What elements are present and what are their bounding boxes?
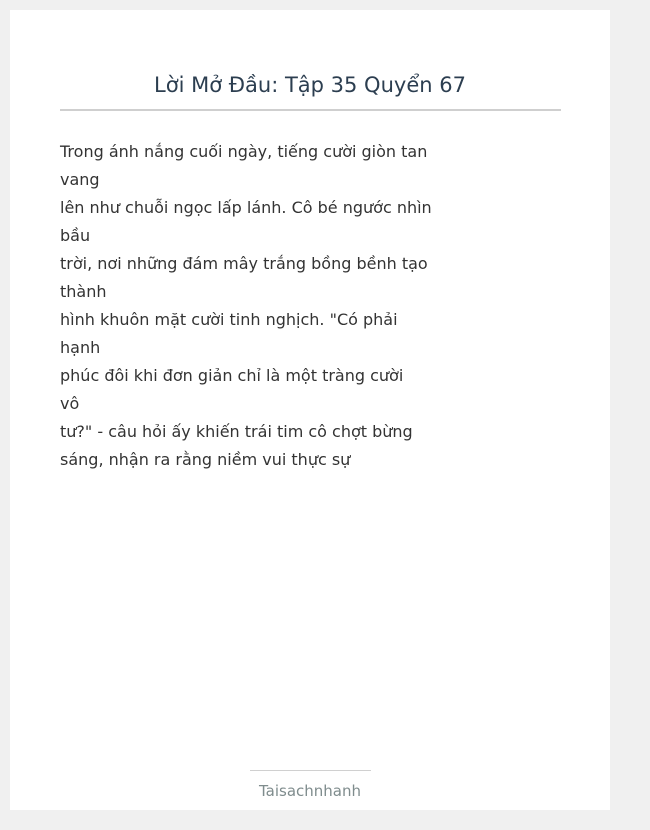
chapter-body: [60, 138, 432, 474]
footer-divider: [250, 770, 371, 771]
chapter-title: Lời Mở Đầu: Tập 35 Quyển 67: [154, 73, 466, 97]
body-line: hình khuôn mặt cười tinh nghịch. "Có phải: [60, 310, 398, 329]
body-line: lên như chuỗi ngọc lấp lánh. Cô bé ngước nhìn: [60, 198, 432, 217]
title-divider: [60, 109, 561, 111]
body-line: tư?" - câu hỏi ấy khiến trái tim cô chợt bừng: [60, 422, 413, 441]
body-line: Trong ánh nắng cuối ngày, tiếng cười giòn tan: [60, 142, 428, 161]
book-page: [10, 10, 610, 810]
body-line: thành: [60, 282, 107, 301]
body-line: hạnh: [60, 338, 101, 357]
body-line: bầu: [60, 226, 91, 245]
body-line: trời, nơi những đám mây trắng bồng bềnh tạo: [60, 254, 428, 273]
body-line: phúc đôi khi đơn giản chỉ là một tràng cười: [60, 366, 404, 385]
footer-site-name: Taisachnhanh: [258, 782, 362, 800]
body-line: vang: [60, 170, 100, 189]
body-line: sáng, nhận ra rằng niềm vui thực sự: [60, 450, 351, 469]
body-line: vô: [60, 394, 80, 413]
